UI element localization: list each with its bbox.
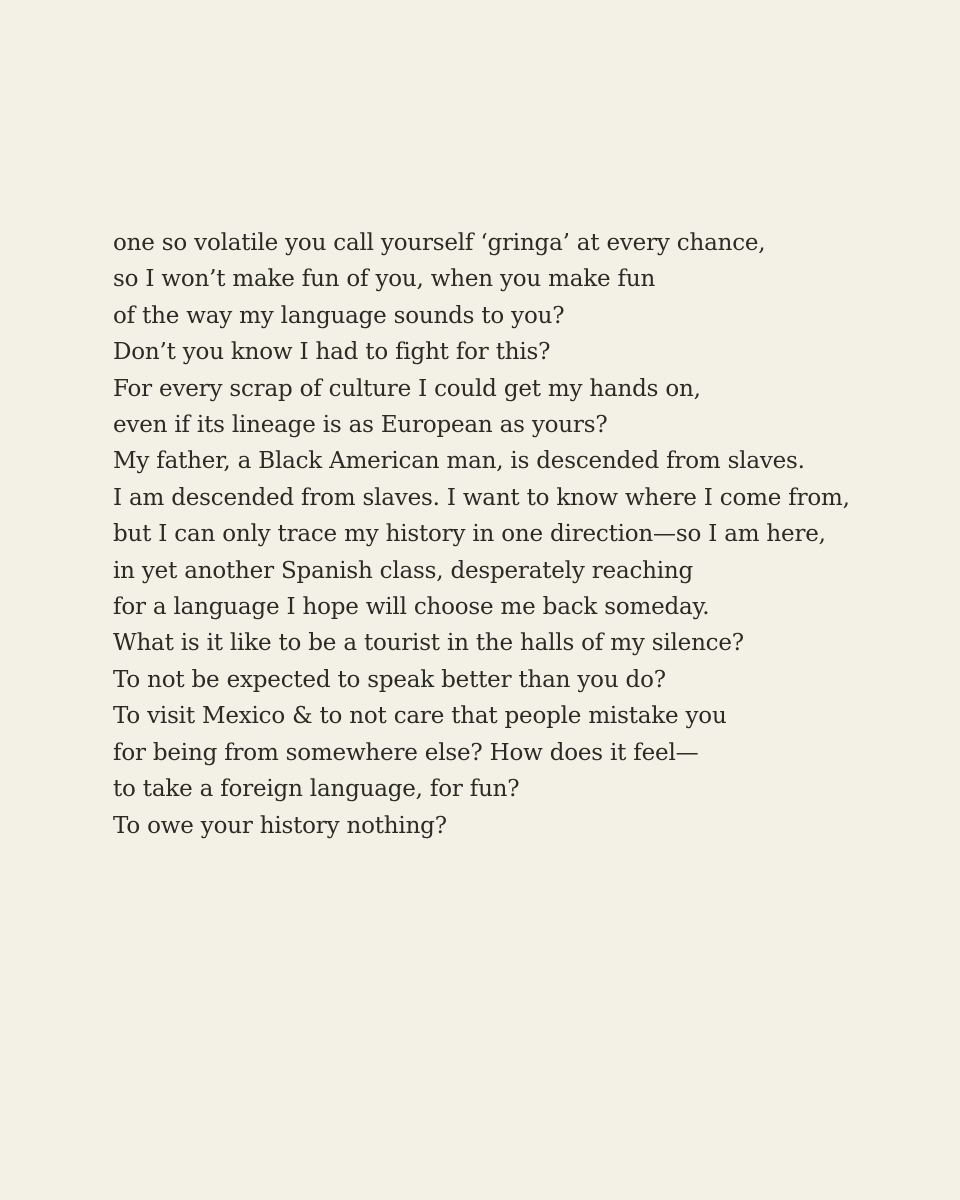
poem-line: but I can only trace my history in one direction—so I am here, (113, 521, 826, 548)
poem-line: My father, a Black American man, is descended from slaves. (113, 448, 805, 475)
poem-line: even if its lineage is as European as yours? (113, 412, 608, 439)
poem-line: so I won’t make fun of you, when you make fun (113, 266, 656, 293)
poem-line: of the way my language sounds to you? (113, 302, 565, 329)
poem-line: one so volatile you call yourself ‘gringa’ at every chance, (113, 230, 766, 256)
poem-line: To visit Mexico & to not care that people mistake you (113, 703, 727, 730)
poem-line: Don’t you know I had to fight for this? (113, 339, 551, 366)
poem-line: for being from somewhere else? How does it feel— (113, 739, 699, 766)
poem-line: to take a foreign language, for fun? (113, 776, 520, 803)
poem-line: To not be expected to speak better than you do? (113, 666, 666, 693)
poem-line: in yet another Spanish class, desperately reaching (113, 557, 694, 584)
poem-text (113, 225, 943, 844)
poem-line: I am descended from slaves. I want to know where I come from, (113, 484, 850, 511)
poem-line: For every scrap of culture I could get my hands on, (113, 375, 701, 402)
poem-line: What is it like to be a tourist in the halls of my silence? (113, 630, 744, 657)
poem-line: To owe your history nothing? (113, 812, 447, 839)
poem-line: for a language I hope will choose me back someday. (113, 594, 710, 621)
